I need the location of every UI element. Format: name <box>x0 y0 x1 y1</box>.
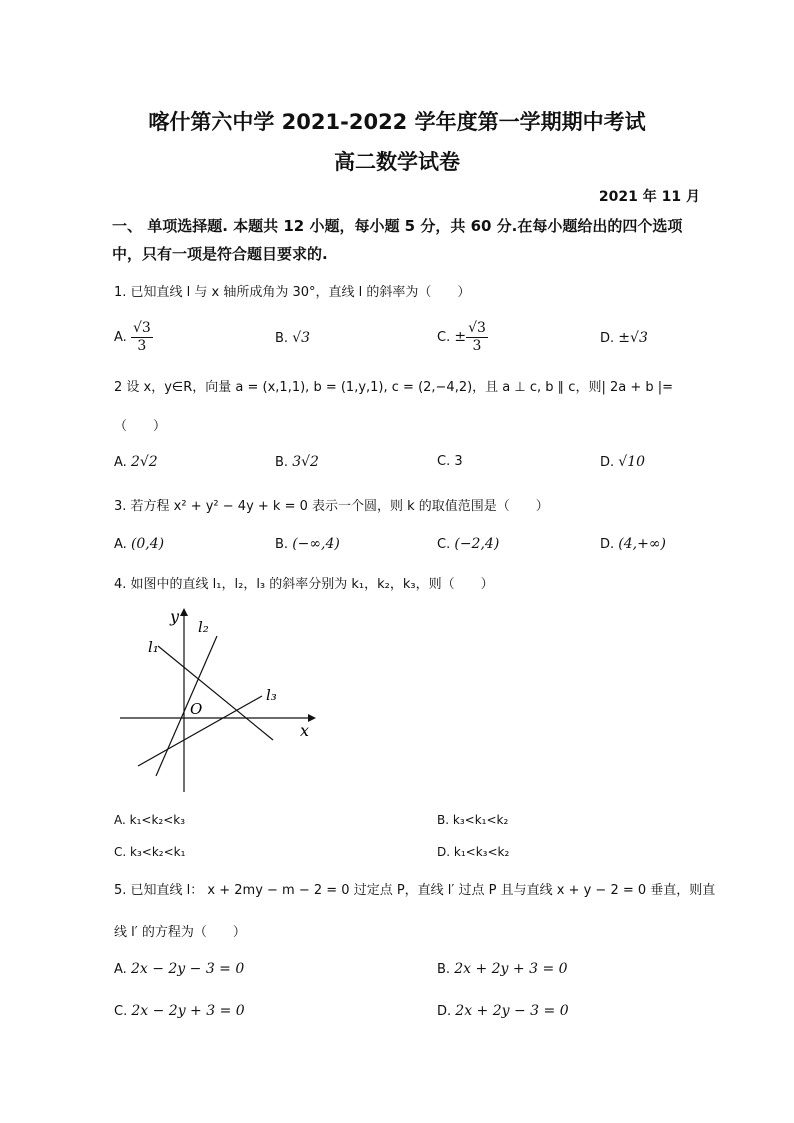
option-value: 2x + 2y − 3 = 0 <box>455 1003 569 1019</box>
exam-title: 喀什第六中学 2021-2022 学年度第一学期期中考试 <box>148 110 646 134</box>
l3-label: l₃ <box>266 686 277 704</box>
q4-option-d <box>437 845 509 859</box>
option-label: C. <box>437 537 451 552</box>
q2-option-b <box>275 454 319 470</box>
option-value: ±√3 <box>618 330 648 346</box>
fraction-sqrt3-over-3: $\frac{√3}{3}$ <box>468 320 486 354</box>
q2-option-d <box>600 454 645 470</box>
q4-option-c <box>114 845 185 859</box>
option-label: D. <box>437 1004 452 1019</box>
option-value: √10 <box>618 454 646 470</box>
question-4-stem: 4. 如图中的直线 l₁，l₂，l₃ 的斜率分别为 k₁，k₂，k₃，则（ ） <box>114 577 494 592</box>
option-value: (4,+∞) <box>618 536 666 552</box>
option-value: k₃<k₂<k₁ <box>130 845 186 859</box>
q4-option-a <box>114 813 185 827</box>
line-l2 <box>156 636 217 776</box>
option-label: B. <box>437 813 450 827</box>
option-label: A. <box>114 962 127 977</box>
slope-figure <box>112 604 332 800</box>
option-value: 2√2 <box>130 454 158 470</box>
option-value: 2x + 2y + 3 = 0 <box>454 961 568 977</box>
l2-label: l₂ <box>198 618 209 636</box>
q5-option-c <box>114 1003 245 1019</box>
option-value: k₃<k₁<k₂ <box>452 813 509 827</box>
q3-option-a <box>114 536 164 552</box>
option-label: C. <box>437 330 451 345</box>
q3-option-b <box>275 536 340 552</box>
option-value: (−∞,4) <box>292 536 340 552</box>
question-2-stem-cont: （ ） <box>114 419 167 434</box>
option-label: C. <box>437 454 451 469</box>
option-label: D. <box>437 845 451 859</box>
line-l1 <box>158 646 273 740</box>
section-heading: 一、 单项选择题. 本题共 12 小题，每小题 5 分，共 60 分.在每小题给出的四个选项中，只有一项是符合题目要求的. <box>112 217 683 263</box>
q1-option-b <box>275 330 310 346</box>
option-value: 3 <box>454 454 463 469</box>
option-value: √3 <box>292 330 311 346</box>
option-label: D. <box>600 331 615 346</box>
q1-option-d <box>600 330 648 346</box>
q1-option-c: C. ± $\frac{√3}{3}$ <box>437 320 486 354</box>
option-value: 3√2 <box>292 454 319 470</box>
origin-label: O <box>190 700 203 718</box>
q3-option-d <box>600 536 666 552</box>
x-axis-arrow-icon <box>308 714 316 722</box>
exam-subtitle: 高二数学试卷 <box>334 150 460 174</box>
option-label: A. <box>114 813 126 827</box>
option-label: D. <box>600 455 615 470</box>
option-value: k₁<k₂<k₃ <box>129 813 186 827</box>
question-1-stem: 1. 已知直线 l 与 x 轴所成角为 30°，直线 l 的斜率为（ ） <box>114 285 471 300</box>
fraction-sqrt3-over-3: $\frac{√3}{3}$ <box>132 320 151 354</box>
question-5-stem-cont: 线 l′ 的方程为（ ） <box>114 925 246 940</box>
question-5-stem: 5. 已知直线 l： x + 2my − m − 2 = 0 过定点 P，直线 l′ 过点 P 且与直线 x + y − 2 = 0 垂直，则直 <box>114 883 716 898</box>
option-label: A. <box>114 455 127 470</box>
q2-option-a <box>114 454 158 470</box>
question-3-stem: 3. 若方程 x² + y² − 4y + k = 0 表示一个圆，则 k 的取值范围是（ ） <box>114 499 549 514</box>
question-2-stem: 2 设 x，y∈R，向量 a = (x,1,1), b = (1,y,1), c = (2,−4,2)，且 a ⊥ c, b ∥ c，则| 2a + b |= <box>114 380 674 395</box>
option-value: (0,4) <box>130 536 165 552</box>
q5-option-b <box>437 961 568 977</box>
option-label: C. <box>114 845 127 859</box>
option-label: C. <box>114 1004 128 1019</box>
l1-label: l₁ <box>148 638 159 656</box>
option-value: 2x − 2y − 3 = 0 <box>130 961 245 977</box>
q4-option-b <box>437 813 508 827</box>
q5-option-a <box>114 961 244 977</box>
exam-date: 2021 年 11 月 <box>598 189 700 205</box>
option-value: k₁<k₃<k₂ <box>453 845 510 859</box>
option-label: B. <box>275 455 289 470</box>
option-label: D. <box>600 537 615 552</box>
q1-option-a <box>114 320 153 355</box>
q3-option-c <box>437 536 499 552</box>
option-value: (−2,4) <box>454 536 500 552</box>
option-value: 2x − 2y + 3 = 0 <box>131 1003 245 1019</box>
option-label: B. <box>437 962 451 977</box>
y-axis-arrow-icon <box>180 608 188 616</box>
q5-option-d <box>437 1003 569 1019</box>
option-label: A. <box>114 330 127 345</box>
option-label: B. <box>275 331 289 346</box>
option-label: A. <box>114 537 127 552</box>
option-label: B. <box>275 537 289 552</box>
y-label: y <box>170 607 180 626</box>
q2-option-c <box>437 454 463 469</box>
x-label: x <box>300 721 310 740</box>
